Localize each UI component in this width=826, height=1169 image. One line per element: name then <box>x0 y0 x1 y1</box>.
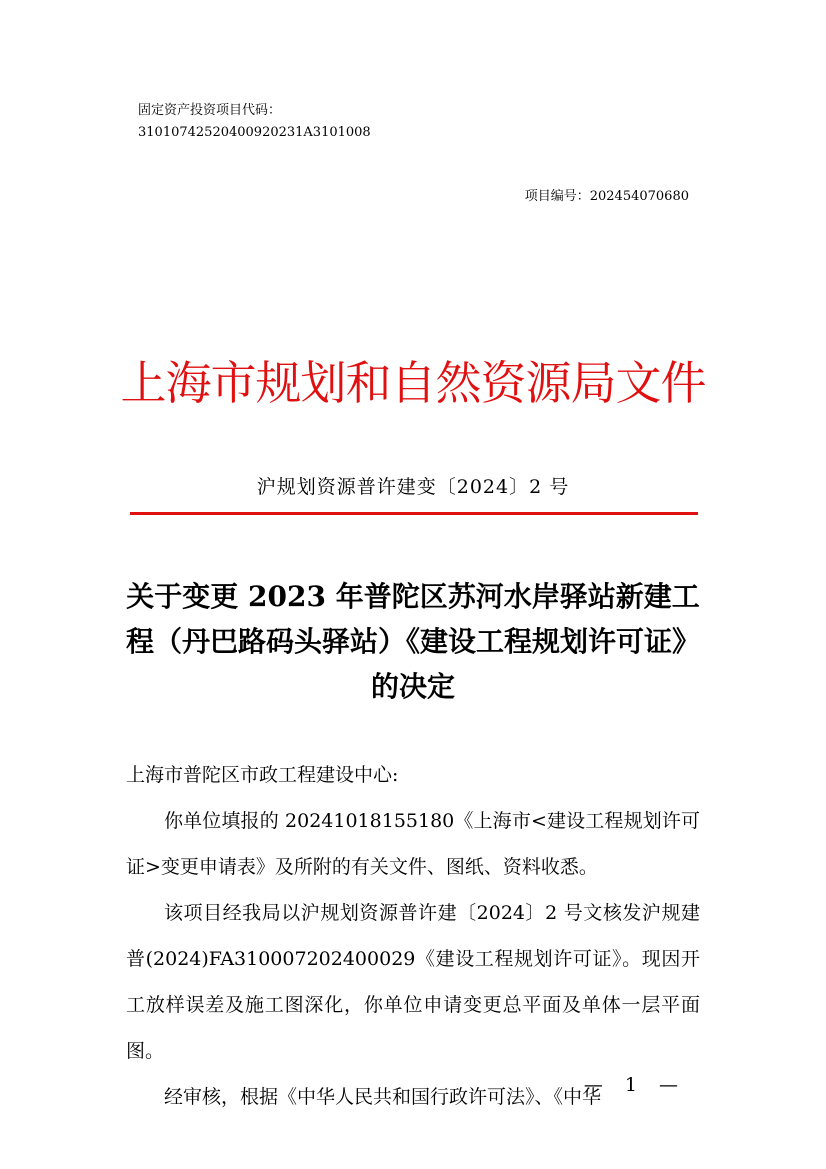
red-divider-line <box>130 512 698 515</box>
investment-code-label: 固定资产投资项目代码： <box>138 103 282 118</box>
project-number: 项目编号：202454070680 <box>524 189 689 204</box>
document-number: 沪规划资源普许建变〔2024〕2 号 <box>256 476 570 498</box>
paragraph-1: 你单位填报的 20241018155180《上海市<建设工程规划许可证>变更申请表》及所附的有关文件、图纸、资料收悉。 <box>126 810 700 878</box>
issuer-title: 上海市规划和自然资源局文件 <box>120 356 706 410</box>
body-text <box>126 752 700 1120</box>
paragraph-3: 经审核，根据《中华人民共和国行政许可法》、《中华 <box>164 1086 602 1108</box>
paragraph-2: 该项目经我局以沪规划资源普许建〔2024〕2 号文核发沪规建普(2024)FA310007202400029《建设工程规划许可证》。现因开工放样误差及施工图深化，你单位申请变更总平面及单体一层平面图。 <box>126 902 700 1062</box>
decision-title: 关于变更 2023 年普陀区苏河水岸驿站新建工程（丹巴路码头驿站）《建设工程规划许可证》的决定 <box>125 580 700 703</box>
page-number: — 1 — <box>583 1074 686 1096</box>
investment-code-value: 31010742520400920231A3101008 <box>138 125 371 140</box>
addressee: 上海市普陀区市政工程建设中心: <box>126 764 399 786</box>
investment-code-block <box>138 100 371 144</box>
